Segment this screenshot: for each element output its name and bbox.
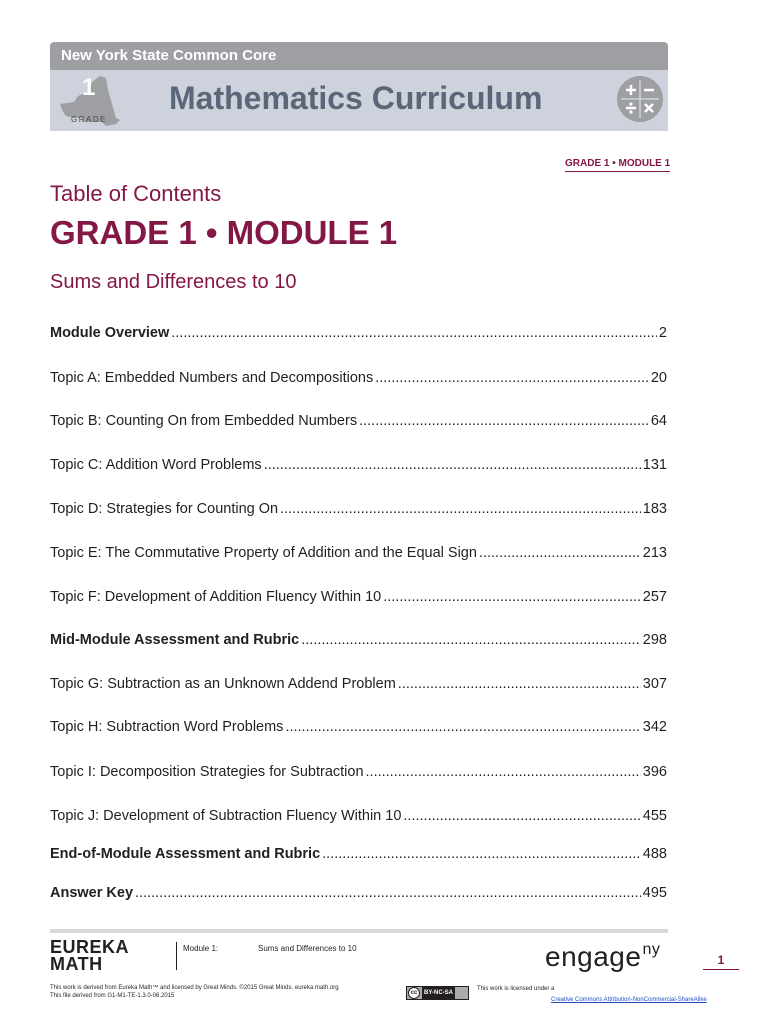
dot-leader — [398, 674, 641, 694]
footer-module-title: Sums and Differences to 10 — [258, 944, 357, 953]
footer-divider — [176, 942, 177, 970]
toc-entry-page: 488 — [642, 846, 667, 862]
toc-entry-page: 257 — [642, 589, 667, 605]
plus-minus-divide-times-icon — [616, 75, 664, 123]
banner-top-text: New York State Common Core — [50, 42, 668, 70]
curriculum-title: Mathematics Curriculum — [169, 80, 543, 116]
file-notice: This file derived from G1-M1-TE-1.3.0-06.2015 — [50, 993, 175, 999]
toc-entry[interactable] — [50, 455, 667, 475]
toc-entry-page: 495 — [642, 885, 667, 901]
toc-entry-label: Topic A: Embedded Numbers and Decompositions — [50, 370, 374, 386]
toc-entry-label: Topic E: The Commutative Property of Addition and the Equal Sign — [50, 545, 477, 561]
toc-entry-label: Answer Key — [50, 885, 134, 901]
toc-entry[interactable] — [50, 674, 667, 694]
grade-number: 1 — [82, 74, 96, 101]
toc-entry[interactable] — [50, 499, 667, 519]
engage-word: engage — [545, 941, 642, 972]
toc-entry-page: 455 — [642, 808, 667, 824]
dot-leader — [403, 806, 640, 826]
creative-commons-badge[interactable] — [406, 986, 469, 1000]
toc-entry[interactable] — [50, 587, 667, 607]
dot-leader — [285, 717, 640, 737]
dot-leader — [280, 499, 641, 519]
grade-badge — [54, 74, 126, 128]
license-text: This work is licensed under a — [477, 986, 555, 992]
toc-entry-page: 131 — [642, 457, 667, 473]
toc-entry-label: Mid-Module Assessment and Rubric — [50, 632, 300, 648]
cc-icon: cc — [408, 987, 420, 999]
toc-entry-label: Topic F: Development of Addition Fluency Within 10 — [50, 589, 382, 605]
toc-entry-label: Topic H: Subtraction Word Problems — [50, 719, 284, 735]
copyright-notice: This work is derived from Eureka Math™ and licensed by Great Minds. ©2015 Great Minds. eureka math.org — [50, 985, 339, 991]
toc-entry[interactable] — [50, 323, 667, 343]
dot-leader — [383, 587, 641, 607]
logo-line-2: MATH — [50, 954, 103, 974]
license-link[interactable]: Creative Commons Attribution-NonCommercial-ShareAlike — [551, 997, 707, 1003]
toc-entry-page: 307 — [642, 676, 667, 692]
toc-entry[interactable] — [50, 762, 667, 782]
toc-heading: Table of Contents — [50, 181, 222, 206]
dot-leader — [375, 368, 649, 388]
footer-rule — [50, 929, 668, 933]
toc-entry-label: Topic D: Strategies for Counting On — [50, 501, 279, 517]
curriculum-banner — [50, 42, 668, 131]
toc-entry-page: 64 — [650, 413, 667, 429]
toc-entry[interactable] — [50, 806, 667, 826]
engageny-logo — [545, 941, 660, 973]
toc-entry-page: 183 — [642, 501, 667, 517]
dot-leader — [171, 323, 657, 343]
logo-line-1: EUREKA — [50, 937, 130, 957]
dot-leader — [359, 411, 649, 431]
toc-entry-label: Topic I: Decomposition Strategies for Subtraction — [50, 764, 364, 780]
toc-entry-label: Topic G: Subtraction as an Unknown Addend Problem — [50, 676, 396, 692]
toc-entry[interactable] — [50, 368, 667, 388]
toc-entry[interactable] — [50, 883, 667, 903]
toc-entry[interactable] — [50, 844, 667, 864]
footer-module-label: Module 1: — [183, 944, 219, 953]
toc-entry-page: 2 — [658, 325, 667, 341]
module-subtitle: Sums and Differences to 10 — [50, 271, 297, 293]
toc-entry[interactable] — [50, 543, 667, 563]
toc-entry-label: Topic C: Addition Word Problems — [50, 457, 262, 473]
grade-word: GRADE — [71, 115, 107, 124]
toc-entry[interactable] — [50, 717, 667, 737]
running-header: GRADE 1 • MODULE 1 — [565, 158, 670, 172]
toc-entry-page: 396 — [642, 764, 667, 780]
module-title: GRADE 1 • MODULE 1 — [50, 214, 398, 251]
dot-leader — [301, 630, 641, 650]
toc-entry[interactable] — [50, 411, 667, 431]
dot-leader — [264, 455, 641, 475]
toc-entry-page: 342 — [642, 719, 667, 735]
toc-entry-label: Topic B: Counting On from Embedded Numbers — [50, 413, 358, 429]
toc-entry-label: Module Overview — [50, 325, 170, 341]
dot-leader — [135, 883, 641, 903]
toc-entry-label: End-of-Module Assessment and Rubric — [50, 846, 321, 862]
dot-leader — [479, 543, 641, 563]
engage-sup: ny — [642, 941, 661, 958]
dot-leader — [366, 762, 641, 782]
toc-entry-label: Topic J: Development of Subtraction Fluency Within 10 — [50, 808, 402, 824]
toc-entry-page: 20 — [650, 370, 667, 386]
cc-badge-text: BY-NC-SA — [422, 987, 455, 999]
banner-main — [50, 70, 668, 131]
toc-entry[interactable] — [50, 630, 667, 650]
toc-entry-page: 298 — [642, 632, 667, 648]
eureka-math-logo — [50, 939, 129, 973]
page-number: 1 — [703, 953, 739, 970]
dot-leader — [322, 844, 641, 864]
toc-entry-page: 213 — [642, 545, 667, 561]
